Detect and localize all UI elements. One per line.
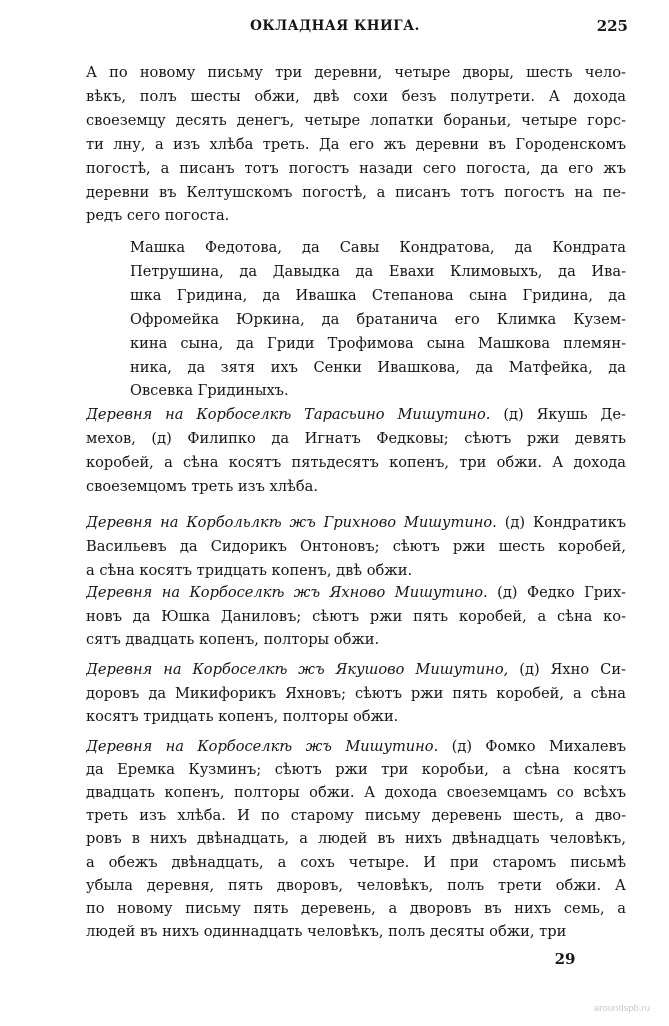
text-line bbox=[86, 513, 626, 533]
line-text: своеземцомъ треть изъ хлѣба. bbox=[86, 477, 318, 495]
text-line bbox=[86, 477, 626, 497]
text-line bbox=[130, 381, 626, 401]
line-text: а обежъ двѣнадцать, а сохъ четыре. И при старомъ письмѣ bbox=[86, 853, 626, 871]
text-line bbox=[86, 684, 626, 704]
line-text: (д) Федко Грих- bbox=[487, 584, 626, 601]
text-line bbox=[86, 583, 626, 603]
text-line bbox=[86, 876, 626, 896]
line-text: (д) Яхно Си- bbox=[508, 661, 626, 678]
text-line bbox=[86, 707, 626, 727]
text-line bbox=[86, 853, 626, 873]
line-text: кина сына, да Гриди Трофимова сына Машкова племян- bbox=[130, 334, 626, 352]
line-text: по новому письму пять деревень, а дворовъ въ нихъ семь, а bbox=[86, 899, 626, 917]
line-text: (д) Якушь Де- bbox=[490, 406, 626, 423]
line-text: новъ да Юшка Даниловъ; сѣютъ ржи пять коробей, а сѣна ко- bbox=[86, 607, 626, 625]
text-line bbox=[86, 899, 626, 919]
village-title: Деревня на Корбоселкѣ жъ Якушово Мишутино, bbox=[86, 661, 509, 678]
village-title: Деревня на Корбольлкѣ жъ Грихново Мишутино. bbox=[86, 514, 497, 531]
line-text: (д) Кондратикъ bbox=[496, 514, 626, 531]
line-text: Офромейка Юркина, да братанича его Климка Кузем- bbox=[130, 310, 626, 328]
village-title: Деревня на Корбоселкѣ жъ Яхново Мишутино. bbox=[86, 584, 488, 601]
text-line bbox=[130, 262, 626, 282]
text-line bbox=[86, 783, 626, 803]
signature-mark: 29 bbox=[554, 950, 576, 968]
line-text: двадцать копенъ, полторы обжи. А дохода своеземцамъ со всѣхъ bbox=[86, 784, 626, 802]
page-number: 225 bbox=[596, 17, 628, 35]
text-line bbox=[130, 238, 626, 258]
text-line bbox=[86, 111, 626, 131]
line-text: ника, да зятя ихъ Сенки Ивашкова, да Матфейка, да bbox=[130, 358, 626, 376]
text-line bbox=[86, 87, 626, 107]
text-line bbox=[86, 206, 626, 226]
text-line bbox=[86, 159, 626, 179]
line-text: мехов, (д) Филипко да Игнатъ Федковы; сѣютъ ржи девять bbox=[86, 429, 626, 447]
text-line bbox=[86, 537, 626, 557]
text-line bbox=[86, 561, 626, 581]
text-line bbox=[86, 737, 626, 757]
line-text: доровъ да Микифорикъ Яхновъ; сѣютъ ржи пять коробей, а сѣна bbox=[86, 684, 626, 702]
line-text: коробей, а сѣна косятъ пятьдесятъ копенъ, три обжи. А дохода bbox=[86, 453, 626, 471]
line-text: треть изъ хлѣба. И по старому письму деревень шесть, а дво- bbox=[86, 807, 626, 825]
line-text: убыла деревня, пять дворовъ, человѣкъ, полъ трети обжи. А bbox=[86, 876, 626, 894]
text-line bbox=[86, 453, 626, 473]
line-text: Петрушина, да Давыдка да Евахи Климовыхъ, да Ива- bbox=[130, 262, 626, 280]
text-line bbox=[86, 829, 626, 849]
line-text: а сѣна косятъ тридцать копенъ, двѣ обжи. bbox=[86, 561, 413, 579]
line-text: ти лну, а изъ хлѣба треть. Да его жъ деревни въ Городенскомъ bbox=[86, 135, 626, 153]
line-text: Овсевка Гридиныхъ. bbox=[130, 382, 289, 400]
line-text: косятъ тридцать копенъ, полторы обжи. bbox=[86, 708, 399, 726]
text-line bbox=[86, 429, 626, 449]
village-title: Деревня на Корбоселкѣ Тарасьино Мишутино. bbox=[86, 406, 491, 423]
text-line bbox=[130, 358, 626, 378]
line-text: ровъ в нихъ двѣнадцать, а людей въ нихъ двѣнадцать человѣкъ, bbox=[86, 830, 626, 848]
line-text: деревни въ Келтушскомъ погостѣ, а писанъ тотъ погостъ на пе- bbox=[86, 183, 626, 201]
text-line bbox=[130, 334, 626, 354]
line-text: шка Гридина, да Ивашка Степанова сына Гридина, да bbox=[130, 286, 626, 304]
text-line bbox=[86, 806, 626, 826]
line-text: да Еремка Кузминъ; сѣютъ ржи три коробьи, а сѣна косятъ bbox=[86, 761, 626, 779]
line-text: Машка Федотова, да Савы Кондратова, да Кондрата bbox=[130, 239, 626, 256]
line-text: Васильевъ да Сидорикъ Онтоновъ; сѣютъ ржи шесть коробей, bbox=[86, 537, 626, 555]
line-text: (д) Фомко Михалевъ bbox=[438, 738, 626, 755]
text-line bbox=[130, 286, 626, 306]
running-header: ОКЛАДНАЯ КНИГА. bbox=[250, 18, 420, 34]
text-line bbox=[86, 607, 626, 627]
line-text: редъ сего погоста. bbox=[86, 207, 230, 225]
text-line bbox=[86, 405, 626, 425]
line-text: сятъ двадцать копенъ, полторы обжи. bbox=[86, 631, 380, 649]
text-line bbox=[86, 63, 626, 83]
text-line bbox=[86, 630, 626, 650]
watermark: aroundspb.ru bbox=[594, 1003, 650, 1014]
text-line bbox=[86, 183, 626, 203]
line-text: вѣкъ, полъ шесты обжи, двѣ сохи безъ полутрети. А дохода bbox=[86, 87, 626, 105]
text-line bbox=[86, 135, 626, 155]
line-text: людей въ нихъ одиннадцать человѣкъ, полъ десяты обжи, три bbox=[86, 922, 567, 940]
line-text: погостѣ, а писанъ тотъ погостъ назади сего погоста, да его жъ bbox=[86, 159, 626, 177]
line-text: А по новому письму три деревни, четыре дворы, шесть чело- bbox=[86, 64, 626, 81]
text-line bbox=[86, 760, 626, 780]
line-text: своеземцу десять денегъ, четыре лопатки бораньи, четыре горс- bbox=[86, 111, 626, 129]
text-line bbox=[86, 660, 626, 680]
village-title: Деревня на Корбоселкѣ жъ Мишутино. bbox=[86, 738, 439, 755]
text-line bbox=[86, 922, 626, 942]
text-line bbox=[130, 310, 626, 330]
